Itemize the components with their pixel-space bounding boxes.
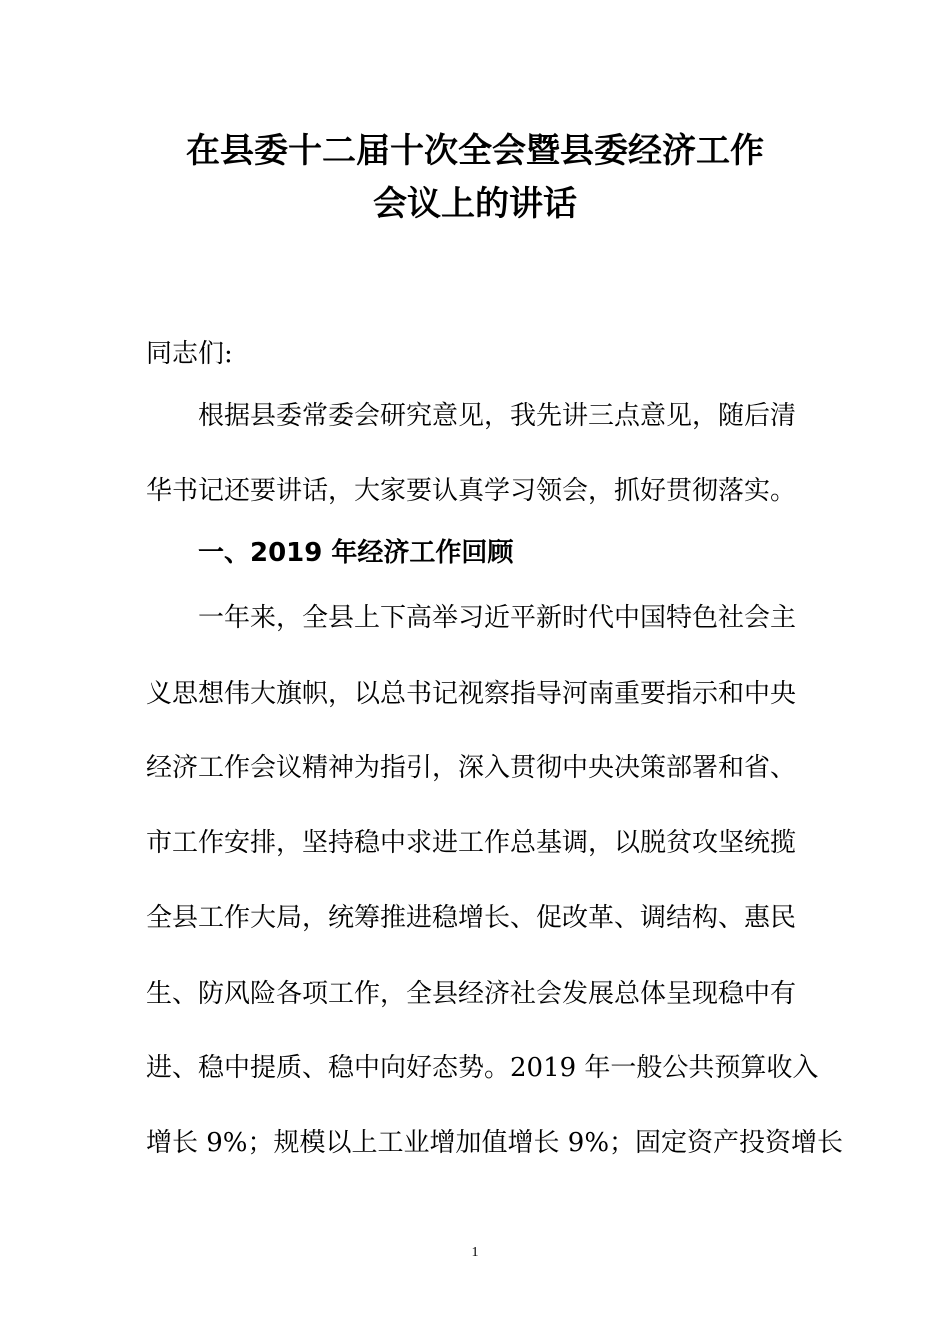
paragraph-line-2: 华书记还要讲话，大家要认真学习领会，抓好贯彻落实。 xyxy=(146,476,797,506)
paragraph-line-10: 增长 9%；规模以上工业增加值增长 9%；固定资产投资增长 xyxy=(146,1128,844,1158)
paragraph-line-8: 生、防风险各项工作，全县经济社会发展总体呈现稳中有 xyxy=(146,979,797,1009)
paragraph-line-9: 进、稳中提质、稳中向好态势。2019 年一般公共预算收入 xyxy=(146,1053,819,1083)
title-line-1: 在县委十二届十次全会暨县委经济工作 xyxy=(186,131,764,171)
paragraph-line-3: 一年来，全县上下高举习近平新时代中国特色社会主 xyxy=(198,603,797,633)
salutation: 同志们: xyxy=(146,339,233,369)
paragraph-line-7: 全县工作大局，统筹推进稳增长、促改革、调结构、惠民 xyxy=(146,903,797,933)
paragraph-line-6: 市工作安排，坚持稳中求进工作总基调，以脱贫攻坚统揽 xyxy=(146,828,797,858)
paragraph-line-5: 经济工作会议精神为指引，深入贯彻中央决策部署和省、 xyxy=(146,753,797,783)
paragraph-line-1: 根据县委常委会研究意见，我先讲三点意见，随后清 xyxy=(198,401,797,431)
page-number: 1 xyxy=(471,1245,479,1260)
title-line-2: 会议上的讲话 xyxy=(373,184,577,224)
section-heading: 一、2019 年经济工作回顾 xyxy=(198,538,514,568)
paragraph-line-4: 义思想伟大旗帜，以总书记视察指导河南重要指示和中央 xyxy=(146,679,797,709)
